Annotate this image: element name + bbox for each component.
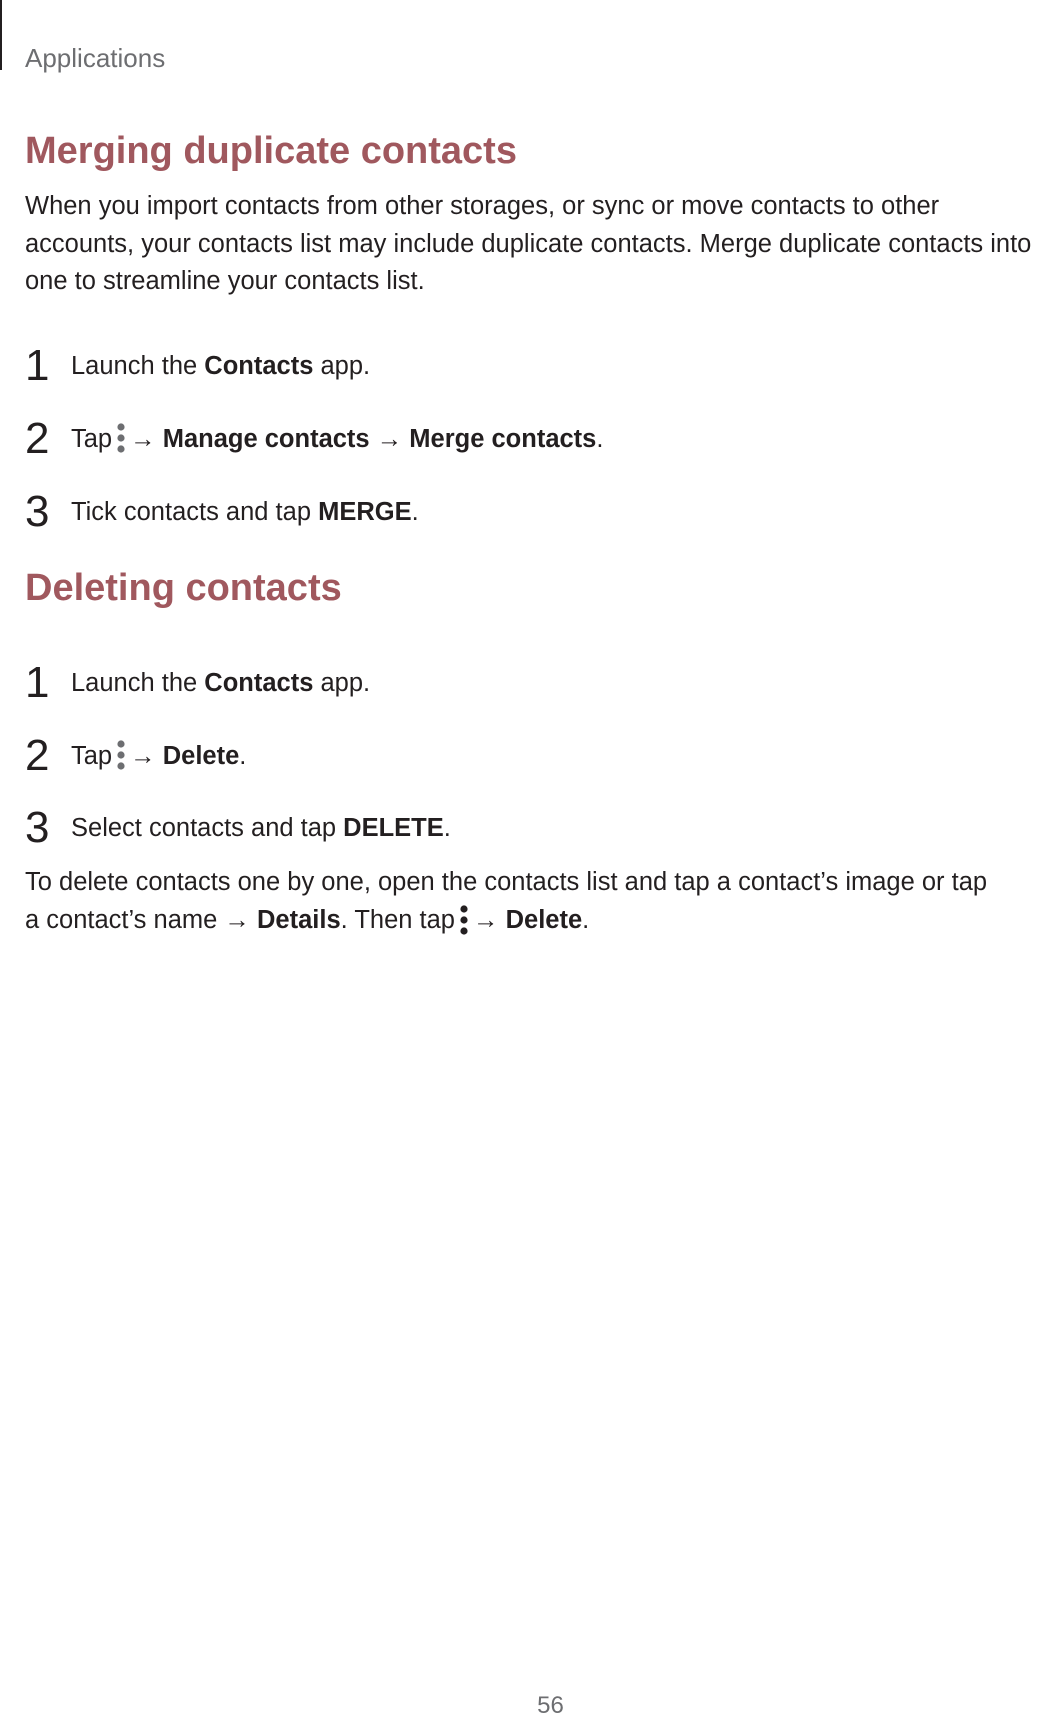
- step-number: 1: [25, 658, 50, 707]
- corner-rule: [0, 0, 2, 70]
- section-title-deleting: Deleting contacts: [25, 567, 342, 609]
- step-number: 2: [25, 731, 50, 780]
- delete-note-paragraph: To delete contacts one by one, open the contacts list and tap a contact’s image or tap a contact’s name → Details. Then tap → Delete.: [25, 868, 988, 934]
- menu-merge-contacts: Merge contacts: [409, 425, 597, 453]
- step-text: Select contacts and tap DELETE.: [71, 814, 451, 842]
- app-name: Contacts: [204, 352, 314, 380]
- menu-manage-contacts: Manage contacts: [162, 425, 370, 453]
- merge-intro-paragraph: When you import contacts from other storages, or sync or move contacts to other accounts, your contacts list may include duplicate contacts. Merge duplicate contacts into one to streamline your contacts list.: [25, 192, 1032, 295]
- step-text: Tap → Manage contacts → Merge contacts.: [71, 414, 603, 464]
- more-options-icon: [115, 422, 127, 454]
- action-delete: DELETE: [343, 814, 444, 842]
- more-options-icon: [115, 739, 127, 771]
- app-name: Contacts: [204, 669, 314, 697]
- menu-delete: Delete: [505, 905, 583, 934]
- menu-details: Details: [257, 905, 341, 934]
- step-number: 2: [25, 414, 50, 463]
- step-number: 3: [25, 487, 50, 536]
- step-text: Tap → Delete.: [71, 731, 246, 781]
- step-number: 1: [25, 341, 50, 390]
- action-merge: MERGE: [318, 498, 412, 526]
- menu-delete: Delete: [162, 742, 240, 770]
- step-text: Launch the Contacts app.: [71, 669, 371, 697]
- more-options-icon: [458, 904, 470, 936]
- running-header: Applications: [25, 43, 166, 73]
- page-number: 56: [537, 1692, 564, 1719]
- section-title-merging: Merging duplicate contacts: [25, 130, 517, 172]
- step-text: Launch the Contacts app.: [71, 352, 371, 380]
- step-text: Tick contacts and tap MERGE.: [71, 498, 419, 526]
- step-number: 3: [25, 803, 50, 852]
